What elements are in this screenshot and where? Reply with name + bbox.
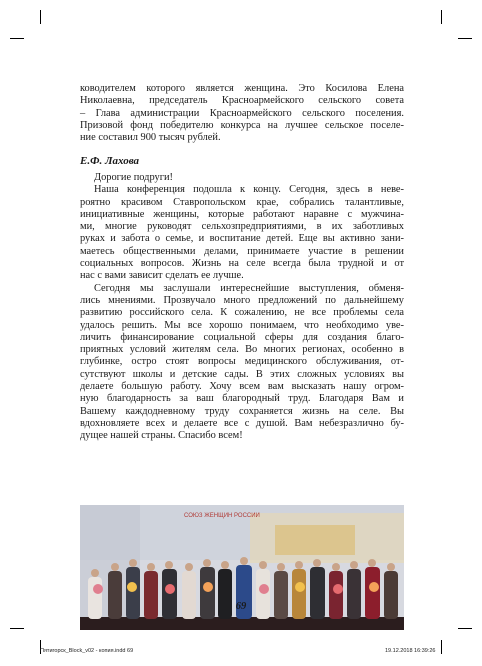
text-line: удалось решить. Мы все хорошо понимаем, что необходимо уве- <box>80 319 404 331</box>
crop-mark <box>40 10 41 24</box>
crop-mark <box>458 628 472 629</box>
crop-mark <box>458 38 472 39</box>
text-line: роятно красивом Ставропольском крае, собрались талантливые, <box>80 196 404 208</box>
crop-mark <box>441 10 442 24</box>
text-line: ние составил 900 тысяч рублей. <box>80 132 221 144</box>
text-line: дущее нашей страны. Спасибо всем! <box>80 430 243 442</box>
crop-mark <box>10 628 24 629</box>
text-line: глубинке, остро стоят вопросы медицинского обслуживания, от- <box>80 356 404 368</box>
text-line: ную благодарность за ваш благородный труд. Благодаря Вам и <box>80 393 404 405</box>
speech-body <box>80 172 404 443</box>
text-line: ководителем которого является женщина. Это Косилова Елена <box>80 83 404 94</box>
text-line: приятных условий жителям села. Во многих регионах, особенно в <box>80 344 404 356</box>
text-line: – Глава администрации Красноармейского сельского поселения. <box>80 107 404 119</box>
text-line: Наша конференция подошла к концу. Сегодня, здесь в неве- <box>94 184 404 196</box>
text-line: развитию российского села. К сожалению, не все проблемы села <box>80 307 404 319</box>
text-line: Вашему каждодневному труду сохраняется жизнь на селе. Вы <box>80 405 404 417</box>
text-line: руках и забота о семье, и воспитание детей. Еще вы активно зани- <box>80 233 404 245</box>
text-line: ми, многие руководят сельхозпредприятиями, в их заботливых <box>80 221 404 233</box>
text-line: вдохновляете всех и делаете все с душой. Вам небезразлично бу- <box>80 417 404 429</box>
text-line: социальных вопросов. Жизнь на селе всегда была трудной и от <box>80 258 404 270</box>
greeting: Дорогие подруги! <box>94 172 173 183</box>
text-line: лись мнениями. Прозвучало много предложений по дальнейшему <box>80 294 404 306</box>
print-slug-timestamp: 19.12.2018 16:39:26 <box>385 648 436 654</box>
text-line: инициативные женщины, которые работают наравне с мужчина- <box>80 208 404 220</box>
text-line: сутствуют школы и детские сады. В этих сложных условиях вы <box>80 368 404 380</box>
banner-text: СОЮЗ ЖЕНЩИН РОССИИ <box>184 513 260 519</box>
text-line: Николаевна, председатель Красноармейского сельского совета <box>80 95 404 107</box>
text-line: Призовой фонд победителю конкурса на лучшее сельское поселе- <box>80 119 404 131</box>
print-slug-file: Пятигорск_Block_v02 - копия.indd 69 <box>40 648 134 654</box>
text-line: маетесь общественными делами, принимаете участие в решении <box>80 245 404 257</box>
text-line: делаете большую работу. Хочу всем вам высказать нашу огром- <box>80 381 404 393</box>
text-line: личить финансирование социальной сферы для создания благо- <box>80 331 404 343</box>
page-number: 69 <box>235 601 247 612</box>
crop-mark <box>10 38 24 39</box>
crop-mark <box>441 640 442 654</box>
author-heading: Е.Ф. Лахова <box>80 155 140 167</box>
text-line: Сегодня мы заслушали интереснейшие выступления, обменя- <box>94 282 404 294</box>
text-line: нас с вами зависит сделать ее лучше. <box>80 270 244 282</box>
intro-paragraph <box>80 83 404 144</box>
